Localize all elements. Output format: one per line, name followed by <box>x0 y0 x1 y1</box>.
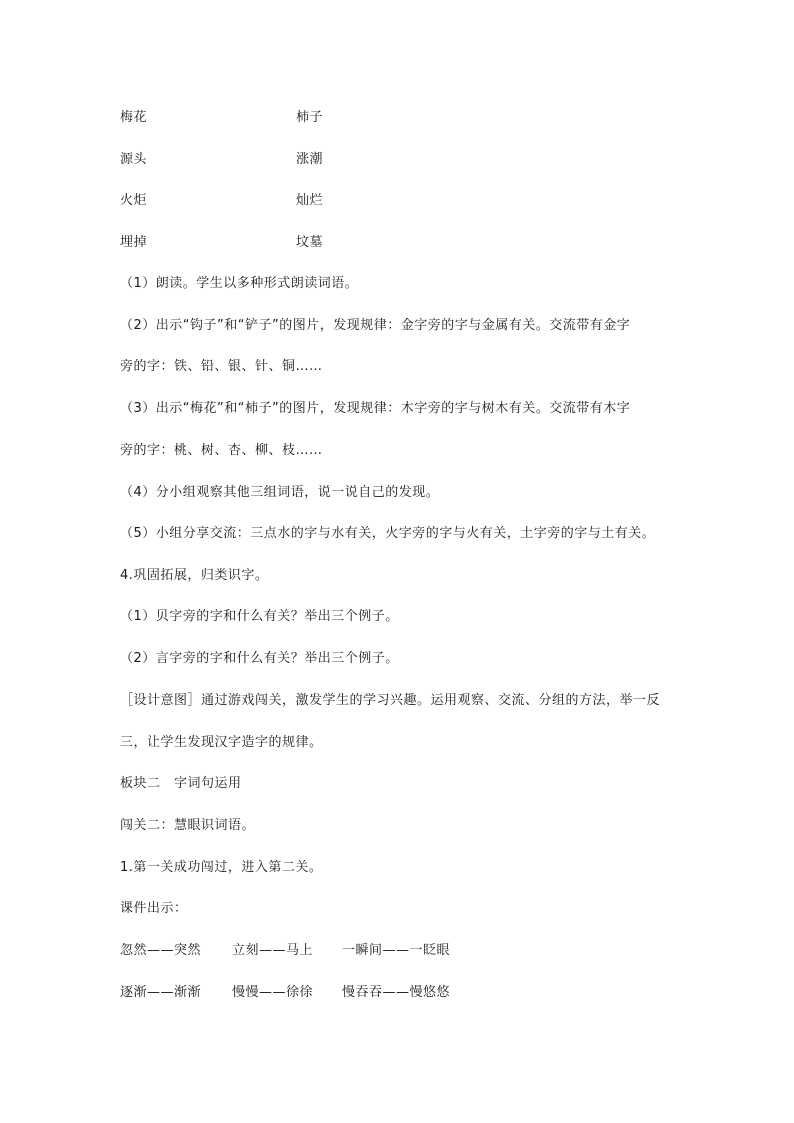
word-pair-row <box>120 109 324 127</box>
level-step: 1.第一关成功闯过，进入第二关。 <box>120 860 323 875</box>
word-right: 涨潮 <box>296 152 324 167</box>
step-group-observe: （4）分小组观察其他三组词语，说一说自己的发现。 <box>120 485 440 500</box>
word-right: 坟墓 <box>296 235 324 250</box>
design-intent-cont: 三，让学生发现汉字造字的规律。 <box>120 735 323 750</box>
synonym-pair: 慢吞吞——慢悠悠 <box>342 985 451 1000</box>
step-gold-radical-cont: 旁的字：铁、铅、银、针、铜…… <box>120 359 323 374</box>
synonym-row <box>120 942 451 960</box>
courseware-label: 课件出示： <box>120 901 188 916</box>
question-speech-radical: （2）言字旁的字和什么有关？举出三个例子。 <box>120 651 399 666</box>
synonym-pair: 慢慢——徐徐 <box>232 985 314 1000</box>
step-group-share: （5）小组分享交流：三点水的字与水有关，火字旁的字与火有关，土字旁的字与土有关。 <box>120 526 656 541</box>
step-read: （1）朗读。学生以多种形式朗读词语。 <box>120 276 359 291</box>
design-intent: ［设计意图］通过游戏闯关，激发学生的学习兴趣。运用观察、交流、分组的方法，举一反 <box>120 693 661 708</box>
word-right: 柿子 <box>296 110 324 125</box>
level-title: 闯关二：慧眼识词语。 <box>120 818 256 833</box>
step-gold-radical: （2）出示“钩子”和“铲子”的图片，发现规律：金字旁的字与金属有关。交流带有金字 <box>120 318 631 333</box>
section-heading: 4.巩固拓展，归类识字。 <box>120 568 269 583</box>
synonym-pair: 立刻——马上 <box>232 943 314 958</box>
synonym-pair: 逐渐——渐渐 <box>120 985 202 1000</box>
word-pair-row <box>120 234 324 252</box>
word-left: 源头 <box>120 152 148 167</box>
block-title: 板块二 字词句运用 <box>120 776 242 791</box>
word-left: 埋掉 <box>120 235 148 250</box>
synonym-pair: 一瞬间——一眨眼 <box>342 943 451 958</box>
synonym-row <box>120 984 451 1002</box>
question-shell-radical: （1）贝字旁的字和什么有关？举出三个例子。 <box>120 609 399 624</box>
word-left: 火炬 <box>120 193 148 208</box>
word-pair-row <box>120 151 324 169</box>
synonym-pair: 忽然——突然 <box>120 943 202 958</box>
step-wood-radical: （3）出示“梅花”和“柿子”的图片，发现规律：木字旁的字与树木有关。交流带有木字 <box>120 401 631 416</box>
word-left: 梅花 <box>120 110 148 125</box>
word-pair-row <box>120 192 324 210</box>
step-wood-radical-cont: 旁的字：桃、树、杏、柳、枝…… <box>120 443 323 458</box>
word-right: 灿烂 <box>296 193 324 208</box>
